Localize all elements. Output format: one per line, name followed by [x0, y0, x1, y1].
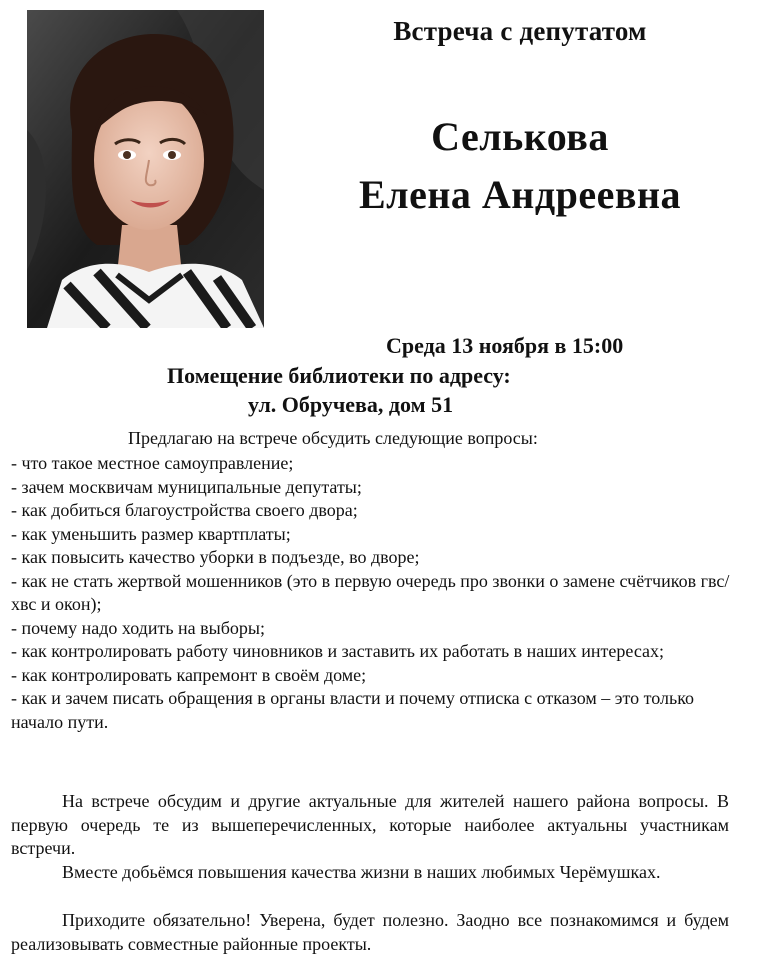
- topic-item: - как не стать жертвой мошенников (это в первую очередь про звонки о замене счётчиков гвс/хвс и окон);: [11, 570, 730, 614]
- event-date-time: Среда 13 ноября в 15:00: [386, 333, 624, 358]
- topic-item: - как контролировать работу чиновников и заставить их работать в наших интересах;: [11, 641, 665, 661]
- event-venue: Помещение библиотеки по адресу:: [167, 363, 511, 388]
- topic-item: - что такое местное самоуправление;: [11, 453, 294, 473]
- closing-paragraph-discussion: На встрече обсудим и другие актуальные для жителей нашего района вопросы. В первую очередь те из вышеперечисленных, которые наиболее актуальны участникам встречи.: [11, 791, 729, 858]
- deputy-name: [290, 108, 750, 224]
- topic-item: - как и зачем писать обращения в органы власти и почему отписка с отказом – это только начало пути.: [11, 688, 695, 732]
- closing-paragraph-invitation: Приходите обязательно! Уверена, будет полезно. Заодно все познакомимся и будем реализовывать совместные районные проекты.: [11, 910, 729, 954]
- event-address: ул. Обручева, дом 51: [248, 392, 454, 417]
- topics-intro: Предлагаю на встрече обсудить следующие вопросы:: [128, 428, 538, 448]
- topic-item: - как добиться благоустройства своего двора;: [11, 500, 358, 520]
- closing-paragraph-together: Вместе добьёмся повышения качества жизни в наших любимых Черёмушках.: [62, 862, 661, 882]
- deputy-given-names: Елена Андреевна: [359, 172, 681, 217]
- topic-item: - почему надо ходить на выборы;: [11, 617, 266, 638]
- deputy-surname: Селькова: [431, 114, 609, 159]
- topic-item: - как повысить качество уборки в подъезде, во дворе;: [11, 547, 420, 567]
- topic-item: - как контролировать капремонт в своём доме;: [11, 664, 367, 685]
- deputy-portrait-photo: [27, 10, 264, 328]
- topic-item: - зачем москвичам муниципальные депутаты;: [11, 476, 362, 497]
- event-title: Встреча с депутатом: [393, 16, 647, 46]
- topic-item: - как уменьшить размер квартплаты;: [11, 523, 291, 544]
- topics-list: [11, 452, 735, 734]
